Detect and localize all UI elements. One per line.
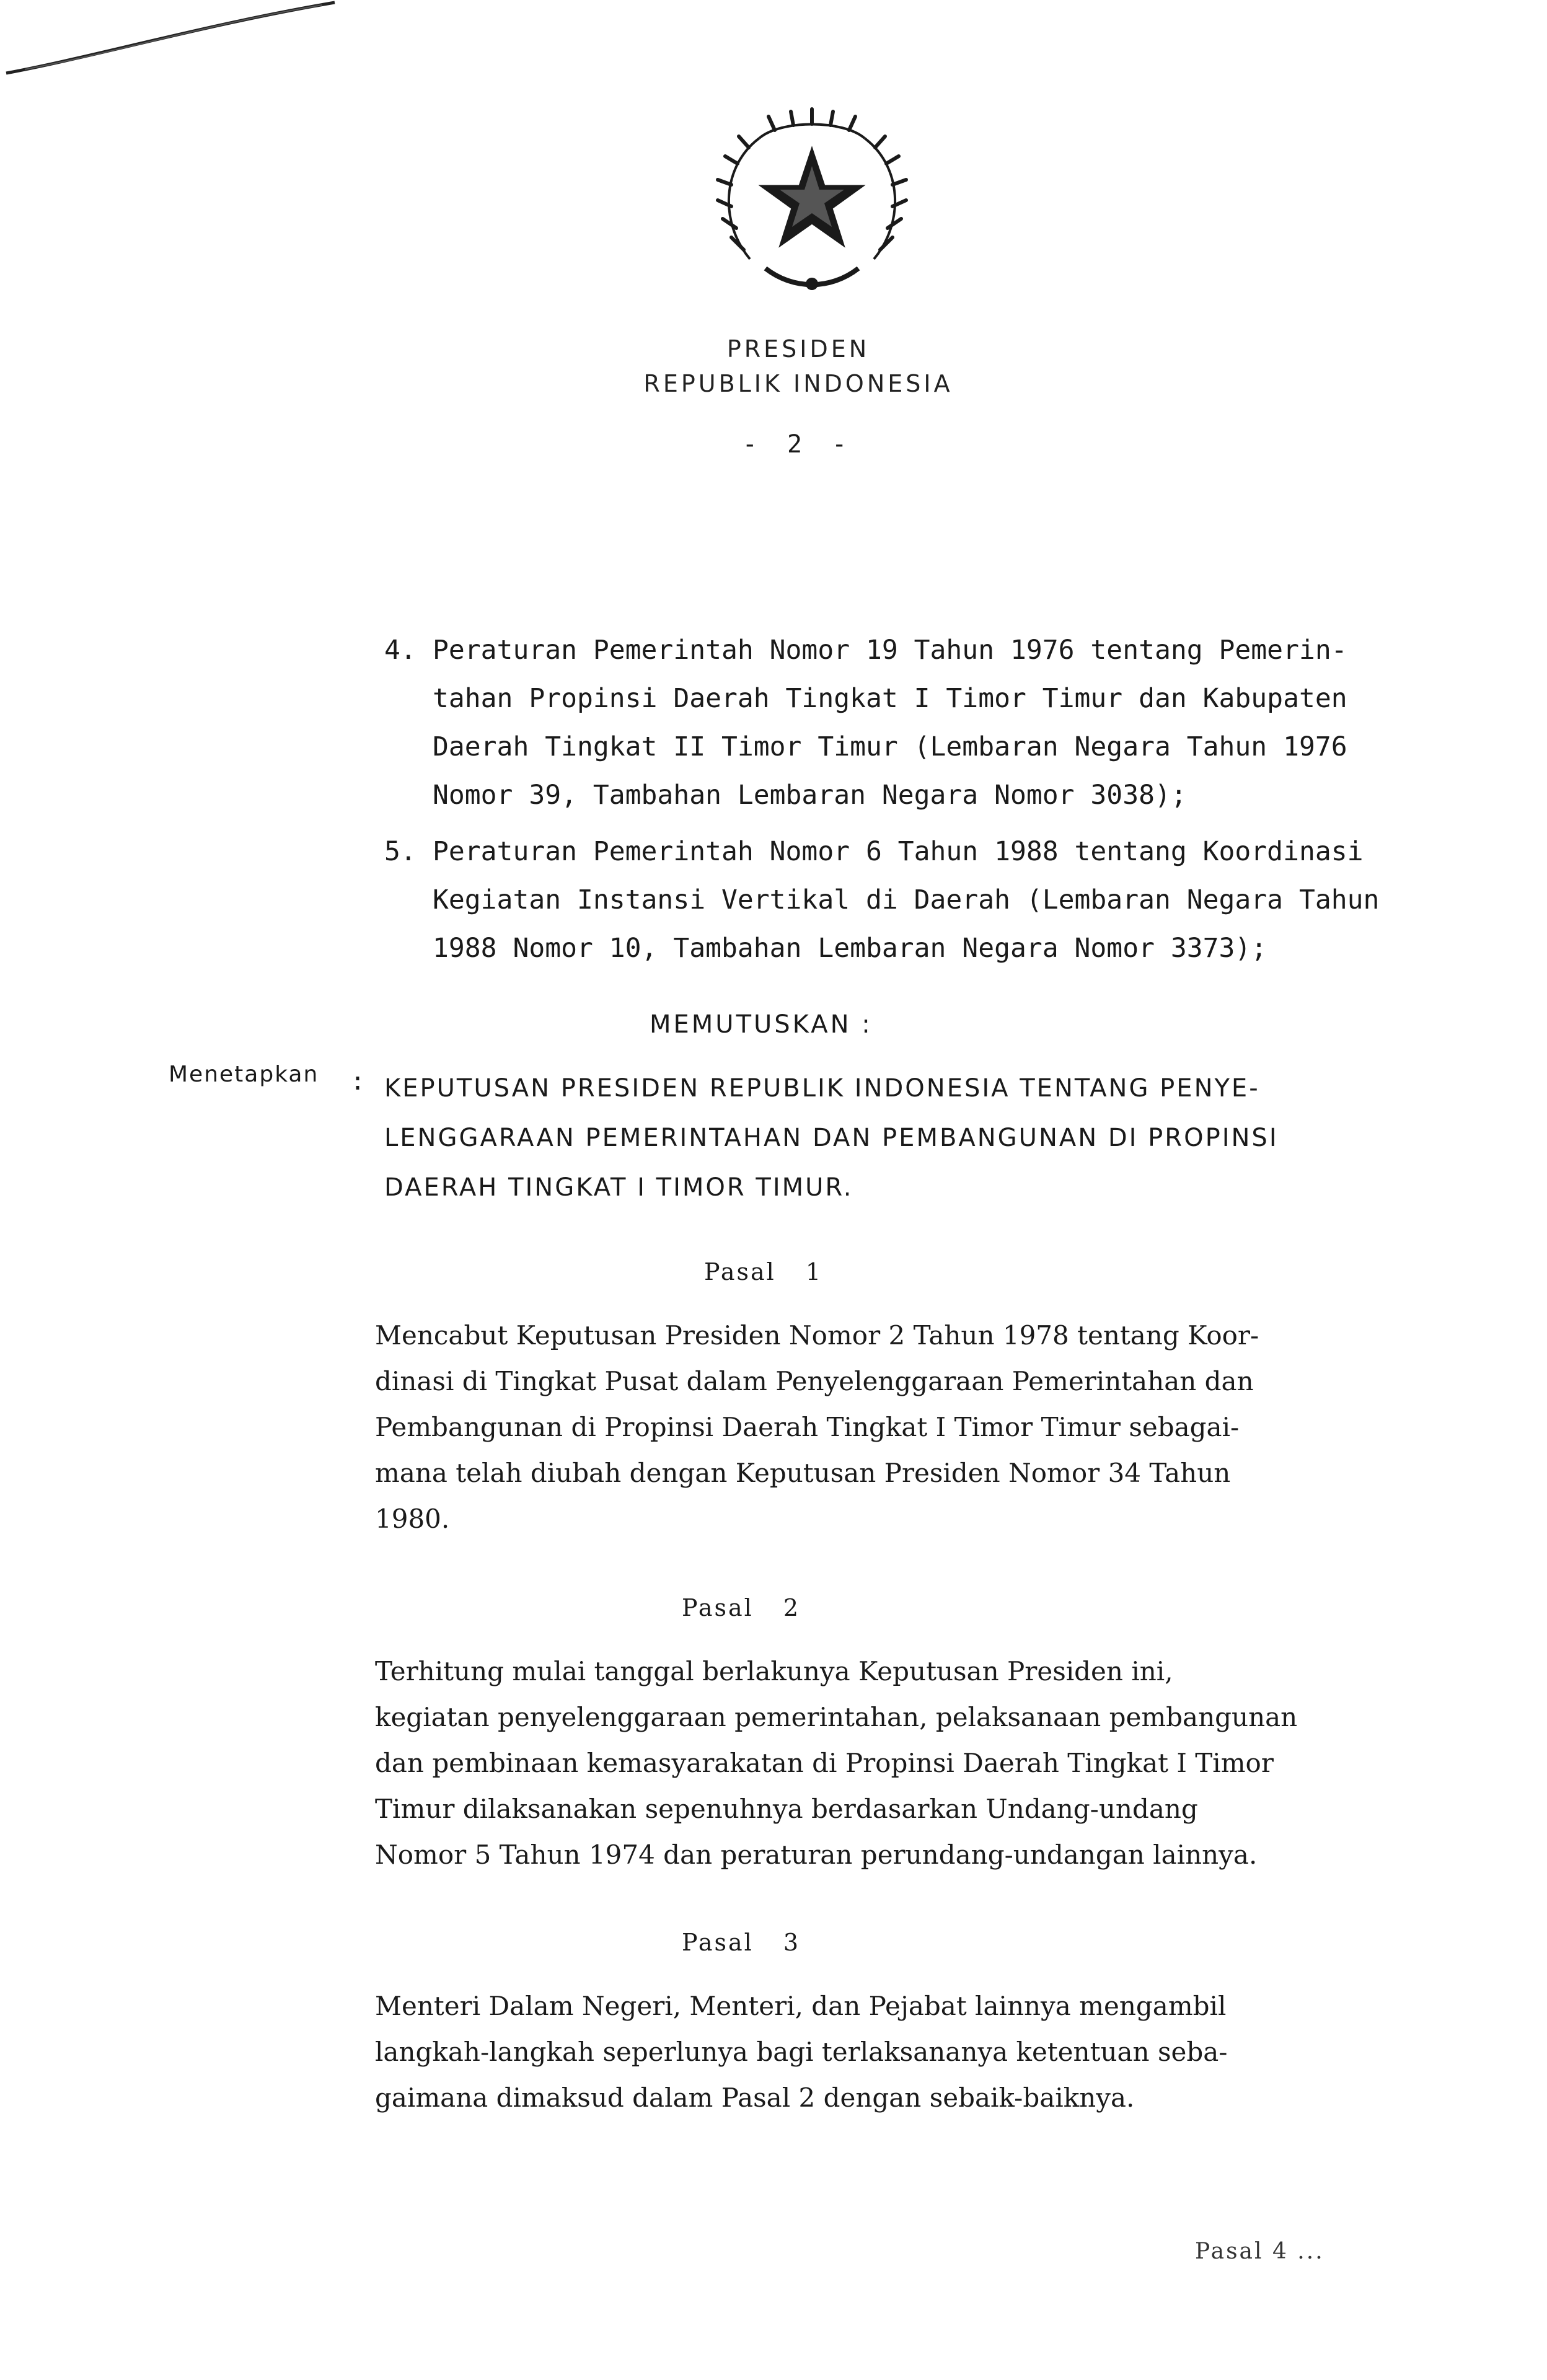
consideration-text [433, 827, 1379, 972]
article-body [375, 1983, 1441, 2121]
text-line: Nomor 5 Tahun 1974 dan peraturan perundang-undangan lainnya. [375, 1840, 1258, 1870]
text-line: Timur dilaksanakan sepenuhnya berdasarkan Undang-undang [375, 1794, 1198, 1824]
text-line: Menteri Dalam Negeri, Menteri, dan Pejabat lainnya mengambil [375, 1991, 1227, 2021]
article-heading [682, 1929, 905, 1956]
text-line: Pembangunan di Propinsi Daerah Tingkat I Timor Timur sebagai- [375, 1412, 1240, 1442]
article-body [375, 1649, 1441, 1878]
text-line: 1988 Nomor 10, Tambahan Lembaran Negara Nomor 3373); [433, 933, 1267, 964]
text-line: mana telah diubah dengan Keputusan Presiden Nomor 34 Tahun [375, 1458, 1231, 1488]
decision-label: Menetapkan [169, 1062, 319, 1087]
decision-colon: : [350, 1067, 366, 1096]
text-line: gaimana dimaksud dalam Pasal 2 dengan sebaik-baiknya. [375, 2082, 1135, 2113]
article-number: 3 [783, 1929, 801, 1956]
text-line: KEPUTUSAN PRESIDEN REPUBLIK INDONESIA TENTANG PENYE- [384, 1074, 1260, 1103]
letterhead [526, 332, 1071, 401]
text-line: LENGGARAAN PEMERINTAHAN DAN PEMBANGUNAN DI PROPINSI [384, 1124, 1279, 1152]
text-line: dinasi di Tingkat Pusat dalam Penyelenggaraan Pemerintahan dan [375, 1366, 1254, 1396]
article-label: Pasal [704, 1258, 776, 1285]
text-line: Terhitung mulai tanggal berlakunya Keputusan Presiden ini, [375, 1656, 1173, 1686]
text-line: Mencabut Keputusan Presiden Nomor 2 Tahun 1978 tentang Koor- [375, 1320, 1259, 1351]
garuda-star-emblem-icon [707, 104, 917, 309]
consideration-number: 4. [384, 635, 416, 666]
letterhead-title: PRESIDEN [726, 335, 870, 363]
text-line: Kegiatan Instansi Vertikal di Daerah (Lembaran Negara Tahun [433, 884, 1380, 915]
article-label: Pasal [682, 1594, 754, 1621]
text-line: langkah-langkah seperlunya bagi terlaksananya ketentuan seba- [375, 2037, 1228, 2067]
text-line: kegiatan penyelenggaraan pemerintahan, pelaksanaan pembangunan [375, 1702, 1298, 1732]
decision-title [384, 1064, 1450, 1212]
consideration-text [433, 626, 1347, 819]
text-line: Peraturan Pemerintah Nomor 19 Tahun 1976 tentang Pemerin- [433, 635, 1347, 666]
article-heading [704, 1258, 927, 1285]
text-line: 1980. [375, 1504, 450, 1534]
text-line: dan pembinaan kemasyarakatan di Propinsi Daerah Tingkat I Timor [375, 1748, 1274, 1778]
article-label: Pasal [682, 1929, 754, 1956]
scan-artifact-stroke [0, 0, 347, 87]
text-line: Peraturan Pemerintah Nomor 6 Tahun 1988 tentang Koordinasi [433, 836, 1364, 867]
consideration-number: 5. [384, 836, 416, 867]
text-line: tahan Propinsi Daerah Tingkat I Timor Timur dan Kabupaten [433, 683, 1347, 714]
text-line: Nomor 39, Tambahan Lembaran Negara Nomor 3038); [433, 780, 1187, 811]
article-heading [682, 1594, 905, 1621]
page-number: - 2 - [742, 430, 855, 459]
article-body [375, 1313, 1441, 1542]
article-number: 1 [805, 1258, 823, 1285]
text-line: DAERAH TINGKAT I TIMOR TIMUR. [384, 1173, 853, 1202]
text-line: Daerah Tingkat II Timor Timur (Lembaran Negara Tahun 1976 [433, 731, 1347, 762]
article-number: 2 [783, 1594, 801, 1621]
next-page-catchword: Pasal 4 ... [1195, 2239, 1324, 2264]
letterhead-subtitle: REPUBLIK INDONESIA [643, 370, 953, 397]
decision-heading: MEMUTUSKAN : [650, 1010, 873, 1039]
